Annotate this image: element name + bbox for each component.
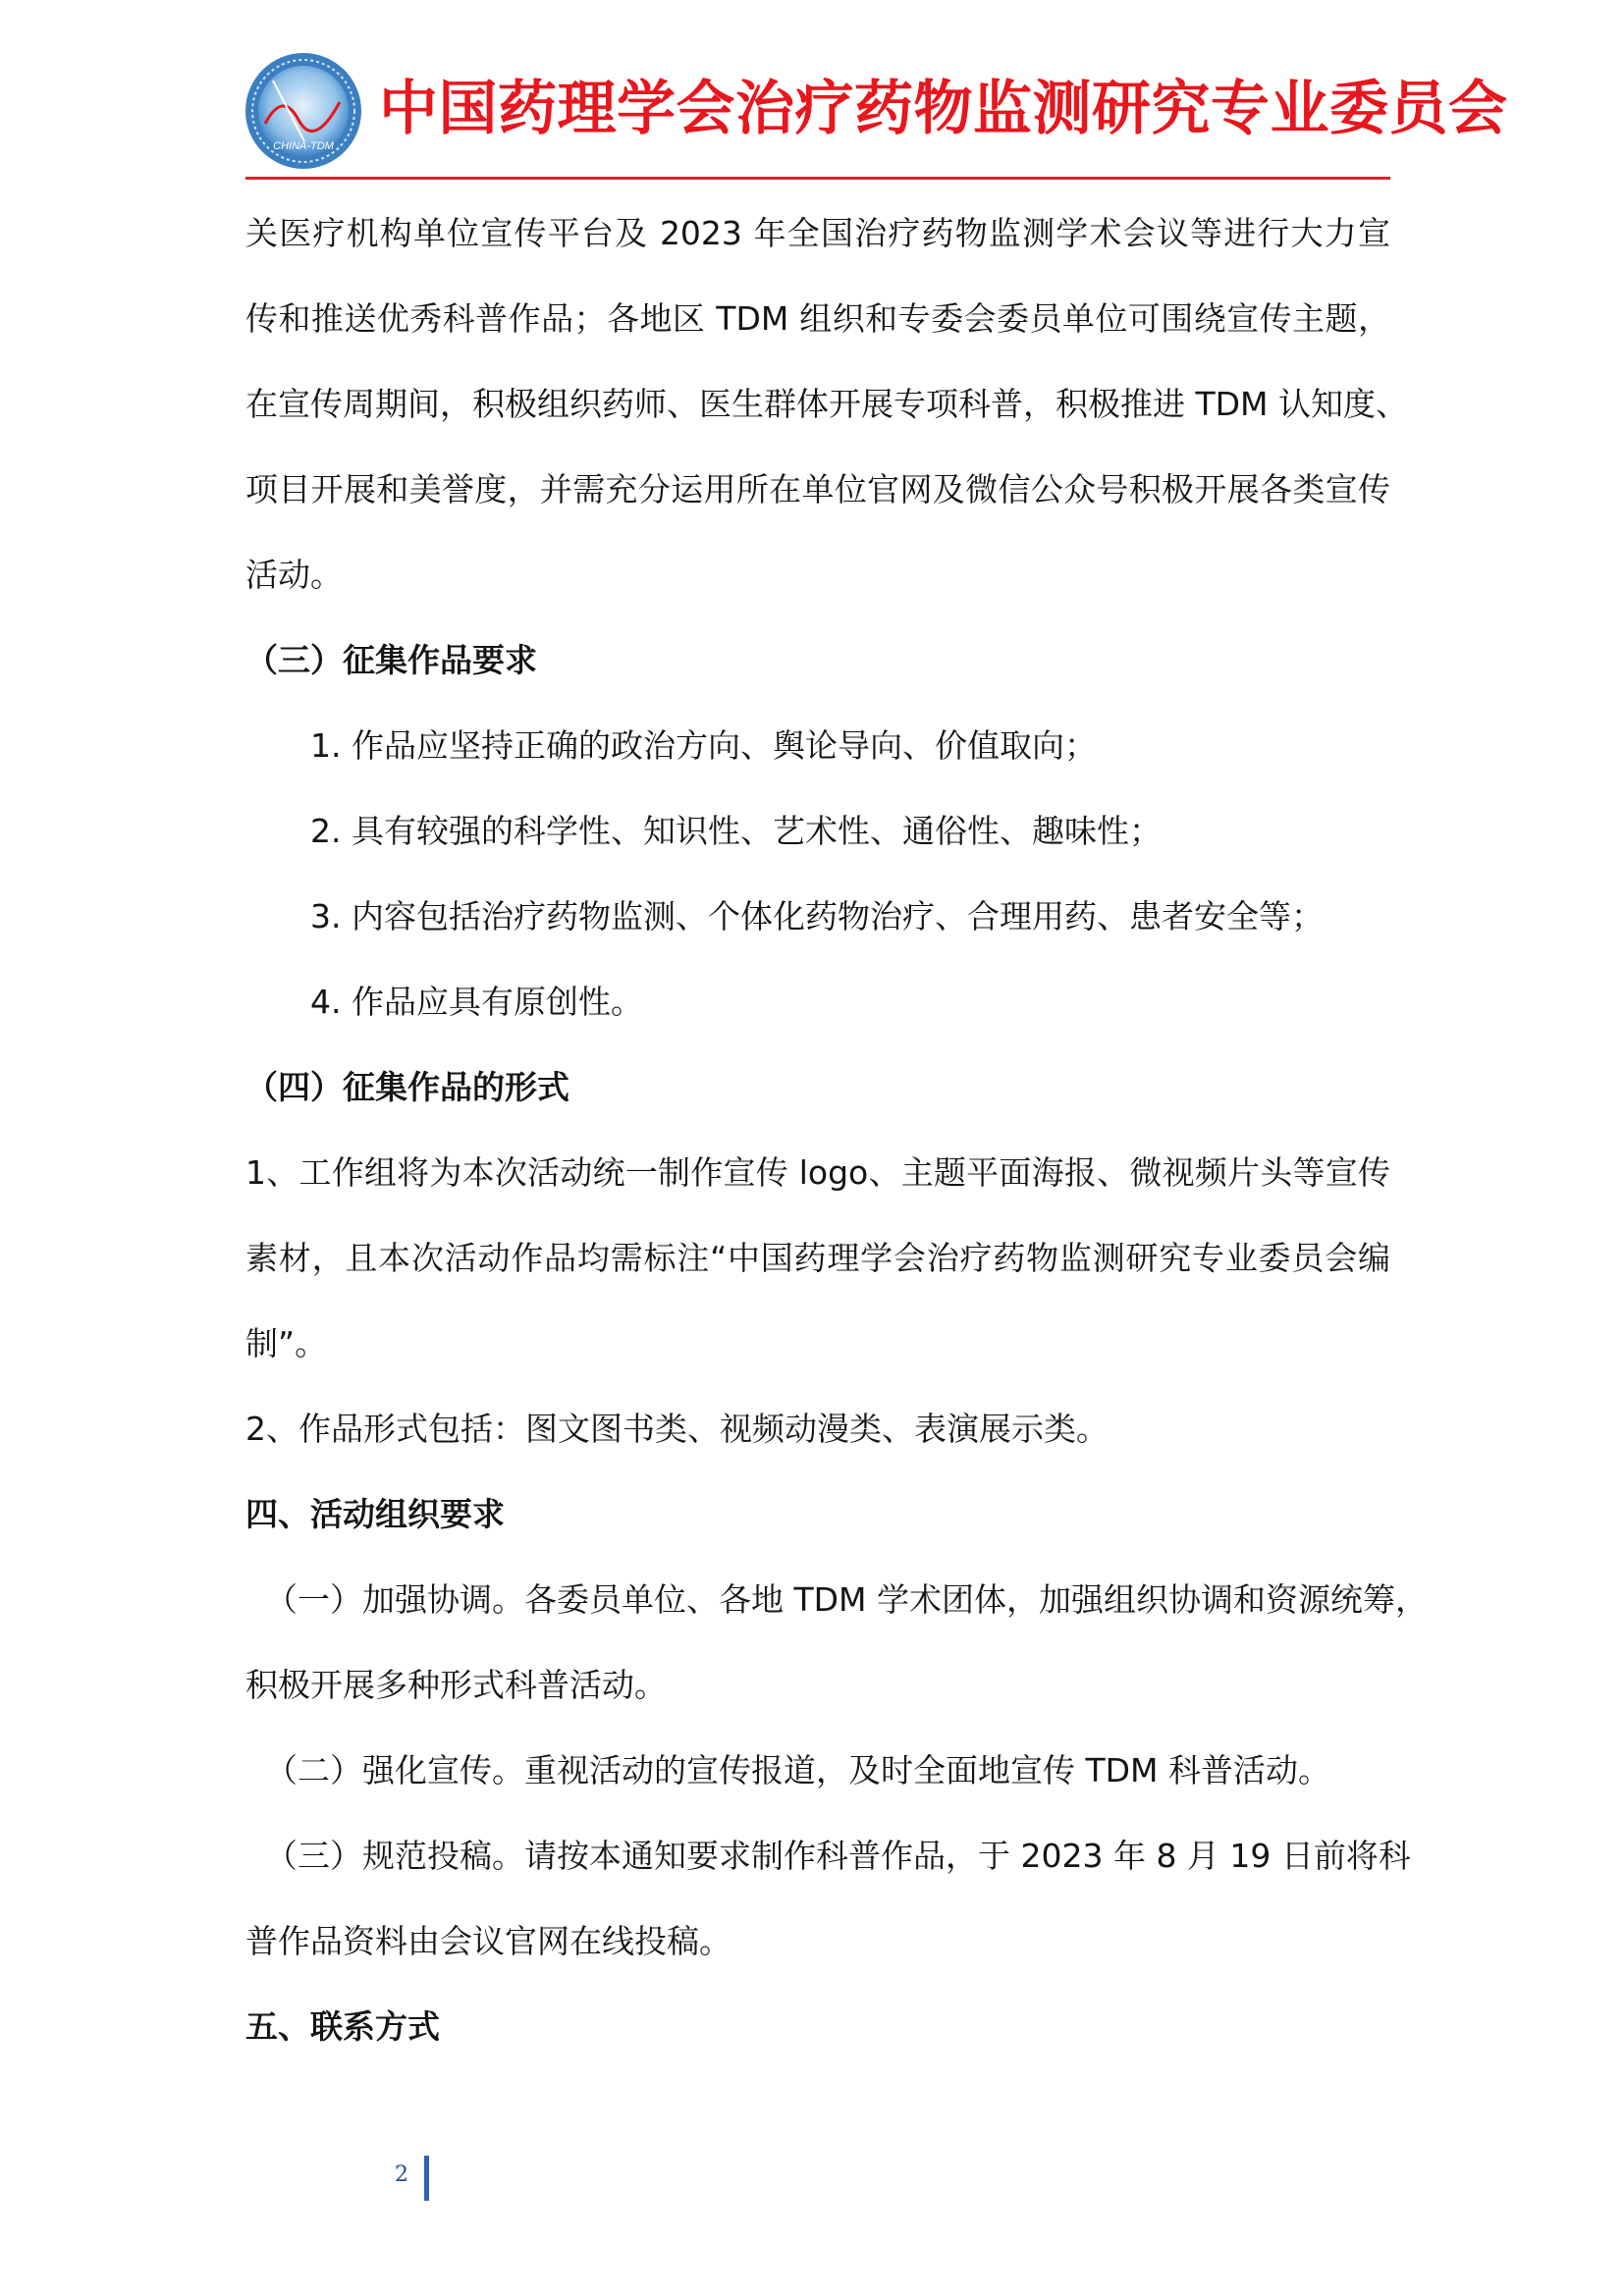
list-item: 2. 具有较强的科学性、知识性、艺术性、通俗性、趣味性； bbox=[310, 812, 1162, 850]
paragraph-line: 素材，且本次活动作品均需标注“中国药理学会治疗药物监测研究专业委员会编 bbox=[245, 1239, 1390, 1277]
paragraph-line: （三）规范投稿。请按本通知要求制作科普作品，于 2023 年 8 月 19 日前将科 bbox=[265, 1837, 1411, 1875]
paragraph-line: 制”。 bbox=[245, 1324, 328, 1362]
header-divider bbox=[245, 177, 1390, 180]
page-header bbox=[0, 0, 1624, 196]
section-heading: 五、联系方式 bbox=[245, 2007, 440, 2046]
paragraph-line: 项目开展和美誉度，并需充分运用所在单位官网及微信公众号积极开展各类宣传 bbox=[245, 470, 1390, 508]
paragraph-line: 关医疗机构单位宣传平台及 2023 年全国治疗药物监测学术会议等进行大力宣 bbox=[245, 214, 1390, 252]
svg-text:CHINA-TDM: CHINA-TDM bbox=[273, 140, 334, 152]
china-tdm-logo bbox=[244, 51, 363, 171]
section-heading: 四、活动组织要求 bbox=[245, 1495, 505, 1533]
footer-accent-bar bbox=[424, 2156, 429, 2201]
paragraph-line: 1、工作组将为本次活动统一制作宣传 logo、主题平面海报、微视频片头等宣传 bbox=[245, 1153, 1390, 1192]
organization-title: 中国药理学会治疗药物监测研究专业委员会 bbox=[379, 75, 1508, 143]
paragraph-line: 在宣传周期间，积极组织药师、医生群体开展专项科普，积极推进 TDM 认知度、 bbox=[245, 385, 1409, 423]
paragraph-line: 普作品资料由会议官网在线投稿。 bbox=[245, 1922, 731, 1960]
paragraph-line: 传和推送优秀科普作品；各地区 TDM 组织和专委会委员单位可围绕宣传主题， bbox=[245, 299, 1390, 338]
section-heading: （四）征集作品的形式 bbox=[245, 1068, 569, 1106]
paragraph-line: （二）强化宣传。重视活动的宣传报道，及时全面地宣传 TDM 科普活动。 bbox=[265, 1751, 1331, 1789]
paragraph-line: 2、作品形式包括：图文图书类、视频动漫类、表演展示类。 bbox=[245, 1410, 1109, 1448]
list-item: 1. 作品应坚持正确的政治方向、舆论导向、价值取向； bbox=[310, 726, 1097, 765]
list-item: 4. 作品应具有原创性。 bbox=[310, 983, 643, 1021]
paragraph-line: （一）加强协调。各委员单位、各地 TDM 学术团体，加强组织协调和资源统筹， bbox=[265, 1580, 1429, 1619]
page-number: 2 bbox=[395, 2163, 408, 2187]
section-heading: （三）征集作品要求 bbox=[245, 641, 537, 679]
list-item: 3. 内容包括治疗药物监测、个体化药物治疗、合理用药、患者安全等； bbox=[310, 897, 1324, 935]
paragraph-line: 积极开展多种形式科普活动。 bbox=[245, 1666, 667, 1704]
paragraph-line: 活动。 bbox=[245, 556, 343, 594]
